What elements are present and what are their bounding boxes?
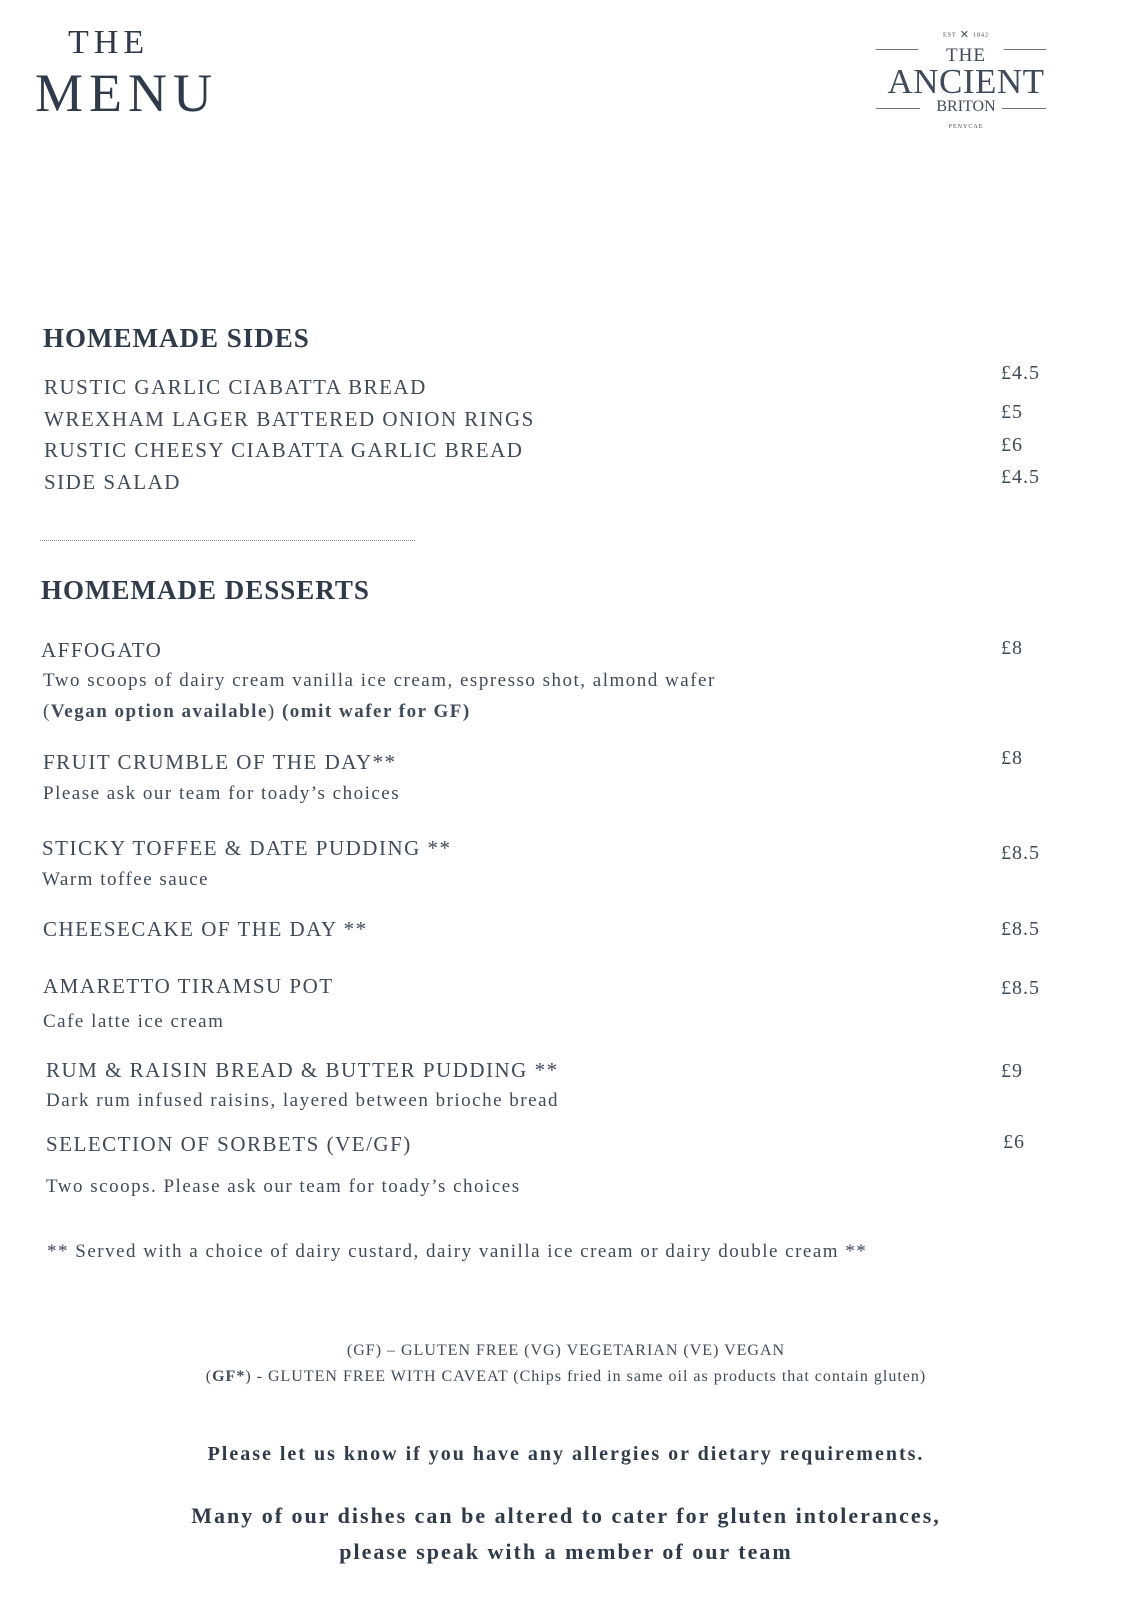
allergy-notice: Please let us know if you have any allergies or dietary requirements.	[207, 1443, 925, 1465]
dessert-item-price: £6	[1003, 1131, 1025, 1153]
dessert-item-name: AFFOGATO	[41, 638, 163, 662]
gluten-notice-line1: Many of our dishes can be altered to cater for gluten intolerances,	[191, 1503, 941, 1528]
dessert-item-description: Warm toffee sauce	[42, 869, 210, 890]
crossed-swords-icon: ✕	[959, 29, 970, 41]
dessert-item-dietary-note: (Vegan option available) (omit wafer for GF)	[43, 701, 471, 722]
side-item-name: RUSTIC GARLIC CIABATTA BREAD	[44, 375, 427, 399]
sides-heading: HOMEMADE SIDES	[43, 323, 310, 353]
side-item-name: WREXHAM LAGER BATTERED ONION RINGS	[44, 407, 535, 431]
logo-name: ANCIENT	[887, 62, 1045, 101]
served-with-footnote: ** Served with a choice of dairy custard, dairy vanilla ice cream or dairy double cream **	[47, 1241, 868, 1262]
dietary-legend: (GF) – GLUTEN FREE (VG) VEGETARIAN (VE) VEGAN	[346, 1342, 786, 1359]
desserts-heading: HOMEMADE DESSERTS	[41, 575, 370, 605]
dessert-item-name: FRUIT CRUMBLE OF THE DAY**	[43, 750, 397, 774]
dessert-item-description: Two scoops of dairy cream vanilla ice cream, espresso shot, almond wafer	[43, 670, 716, 691]
gluten-notice-line2: please speak with a member of our team	[339, 1539, 793, 1564]
section-divider	[40, 540, 415, 541]
dessert-item-description: Please ask our team for toady’s choices	[43, 783, 401, 804]
dessert-item-price: £8.5	[1001, 918, 1040, 940]
side-item-price: £4.5	[1001, 466, 1040, 488]
dessert-item-price: £8.5	[1001, 842, 1040, 864]
dessert-item-name: AMARETTO TIRAMSU POT	[43, 974, 334, 998]
dessert-item-name: SELECTION OF SORBETS (VE/GF)	[46, 1132, 412, 1156]
logo-the: THE	[946, 45, 986, 66]
side-item-price: £4.5	[1001, 362, 1040, 384]
dessert-item-price: £8	[1001, 637, 1023, 659]
menu-title-menu: MENU	[35, 63, 218, 123]
logo-rule	[1002, 108, 1046, 109]
dessert-item-price: £8	[1001, 747, 1023, 769]
ancient-briton-logo	[876, 28, 1056, 138]
dessert-item-name: CHEESECAKE OF THE DAY **	[43, 917, 368, 941]
side-item-name: SIDE SALAD	[44, 470, 181, 494]
logo-sub: BRITON	[936, 98, 996, 115]
gluten-caveat-legend: (GF*) - GLUTEN FREE WITH CAVEAT (Chips fried in same oil as products that contain gluten)	[205, 1368, 927, 1385]
dessert-item-name: RUM & RAISIN BREAD & BUTTER PUDDING **	[46, 1058, 559, 1082]
side-item-name: RUSTIC CHEESY CIABATTA GARLIC BREAD	[44, 438, 524, 462]
dessert-item-description: Two scoops. Please ask our team for toady’s choices	[46, 1176, 521, 1197]
dessert-item-price: £9	[1001, 1060, 1023, 1082]
logo-place: PENYCAE	[948, 124, 984, 130]
menu-title-the: THE	[68, 24, 150, 61]
dessert-item-price: £8.5	[1001, 977, 1040, 999]
dessert-item-description: Cafe latte ice cream	[43, 1011, 225, 1032]
side-item-price: £6	[1001, 434, 1023, 456]
dessert-item-description: Dark rum infused raisins, layered between brioche bread	[46, 1090, 559, 1111]
side-item-price: £5	[1001, 401, 1023, 423]
logo-established: EST ✕ 1842	[943, 29, 989, 41]
dessert-item-name: STICKY TOFFEE & DATE PUDDING **	[42, 836, 452, 860]
